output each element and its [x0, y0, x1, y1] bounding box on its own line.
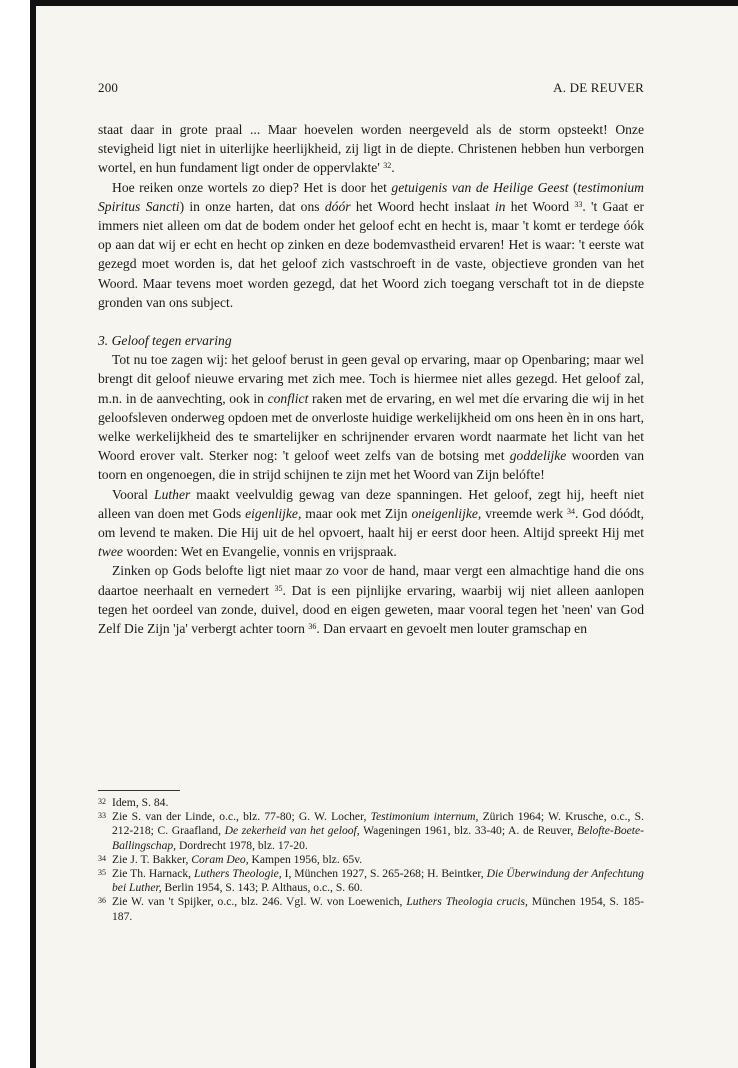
- footnote-33: $^{33}$ Zie S. van der Linde, o.c., blz. 77-80; G. W. Locher, Testimonium internum, Zürich 1964; W. Krusche, o.c., S. 212-218; C. Graafland, De zekerheid van het geloof, Wageningen 1961, blz. 33-40; A. de Reuver, Belofte-Boete-Ballingschap, Dordrecht 1978, blz. 17-20.: [98, 810, 645, 852]
- footnotes: [98, 796, 644, 924]
- footnote-36: $^{36}$ Zie W. van 't Spijker, o.c., blz. 246. Vgl. W. von Loewenich, Luthers Theologia crucis, München 1954, S. 185-187.: [98, 895, 644, 923]
- paragraph-5: Zinken op Gods belofte ligt niet maar zo voor de hand, maar vergt een almachtige hand die ons daartoe neerhaalt en vernedert $^{35}$. Dat is een pijnlijke ervaring, waarbij wij niet alleen aanlopen tegen het oordeel van zonde, duivel, dood en eigen geweten, maar vooral tegen het 'neen' van God Zelf Die Zijn 'ja' verbergt achter toorn $^{36}$. Dan ervaart en gevoelt men louter gramschap en: [98, 563, 644, 637]
- page-number: 200: [98, 80, 119, 95]
- footnote-ref-33[interactable]: 33: [574, 199, 583, 209]
- body-text: [98, 120, 644, 638]
- footnote-35: $^{35}$ Zie Th. Harnack, Luthers Theologie, I, München 1927, S. 265-268; H. Beintker, Die Überwindung der Anfechtung bei Luther, Berlin 1954, S. 143; P. Althaus, o.c., S. 60.: [98, 867, 644, 895]
- section-heading: 3. Geloof tegen ervaring: [98, 333, 232, 349]
- footnote-mark: 32: [98, 797, 106, 806]
- paragraph-1: staat daar in grote praal ... Maar hoevelen worden neergeveld als de storm opsteekt! Onze stevigheid ligt niet in uiterlijke heerlijkheid, zij ligt in de diepte. Christenen hebben hun verborgen wortel, en hun fundament ligt onder de oppervlakte' $^{32}$.: [98, 122, 644, 176]
- footnote-divider: [98, 790, 180, 791]
- footnote-ref-35[interactable]: 35: [274, 583, 283, 593]
- footnote-ref-34[interactable]: 34: [567, 506, 575, 516]
- paragraph-4: Vooral Luther maakt veelvuldig gewag van deze spanningen. Het geloof, zegt hij, heeft niet alleen van doen met Gods eigenlijke, maar ook met Zijn oneigenlijke, vreemde werk $^{34}$. God dóódt, om levend te maken. Die Hij uit de hel opvoert, haalt hij er eerst door heen. Altijd spreekt Hij met twee woorden: Wet en Evangelie, vonnis en vrijspraak.: [98, 486, 644, 560]
- paragraph-2: Hoe reiken onze wortels zo diep? Het is door het getuigenis van de Heilige Geest (testimonium Spiritus Sancti) in onze harten, dat ons dóór het Woord hecht inslaat in het Woord $^{33}$. 't Gaat er immers niet alleen om dat de bodem onder het geloof echt en hecht is, maar 't komt er terdege óók op aan dat wij er echt en hecht op zinken en deze bodemvastheid ervaren! Het is waar: 't eerste wat gezegd moet worden is, dat het geloof zich vastschroeft in de vaste, objectieve gronden van het Woord. Maar tevens moet worden gezegd, dat het Woord zich toegang verschaft tot in de diepste gronden van ons subject.: [98, 179, 645, 310]
- footnote-mark: 33: [98, 811, 106, 821]
- footnote-ref-36[interactable]: 36: [308, 622, 317, 632]
- footnote-mark: 36: [98, 896, 106, 906]
- footnote-32: $^{32}$ Idem, S. 84.: [98, 796, 169, 809]
- footnote-34: $^{34}$ Zie J. T. Bakker, Coram Deo, Kampen 1956, blz. 65v.: [98, 852, 363, 866]
- footnote-ref-32[interactable]: 32: [383, 161, 392, 171]
- paragraph-3: Tot nu toe zagen wij: het geloof berust in geen geval op ervaring, maar op Openbaring; maar wel brengt dit geloof nieuwe ervaring met zich mee. Toch is hiermee niet alles gezegd. Het geloof zal, m.n. in de aanvechting, ook in conflict raken met de ervaring, en wel met díe ervaring die wij in het geloofsleven onderweg opdoen met de onverloste huidige werkelijkheid om ons heen èn in ons hart, welke werkelijkheid des te smartelijker en schrijnender ervaren wordt naarmate het licht van het Woord erover valt. Sterker nog: 't geloof weet zelfs van de botsing met goddelijke woorden van toorn en ongenoegen, die in strijd schijnen te zijn met het Woord van Zijn belófte!: [98, 352, 644, 483]
- footnote-mark: 34: [98, 853, 106, 863]
- footnote-mark: 35: [98, 868, 106, 878]
- running-head: A. DE REUVER: [553, 80, 644, 95]
